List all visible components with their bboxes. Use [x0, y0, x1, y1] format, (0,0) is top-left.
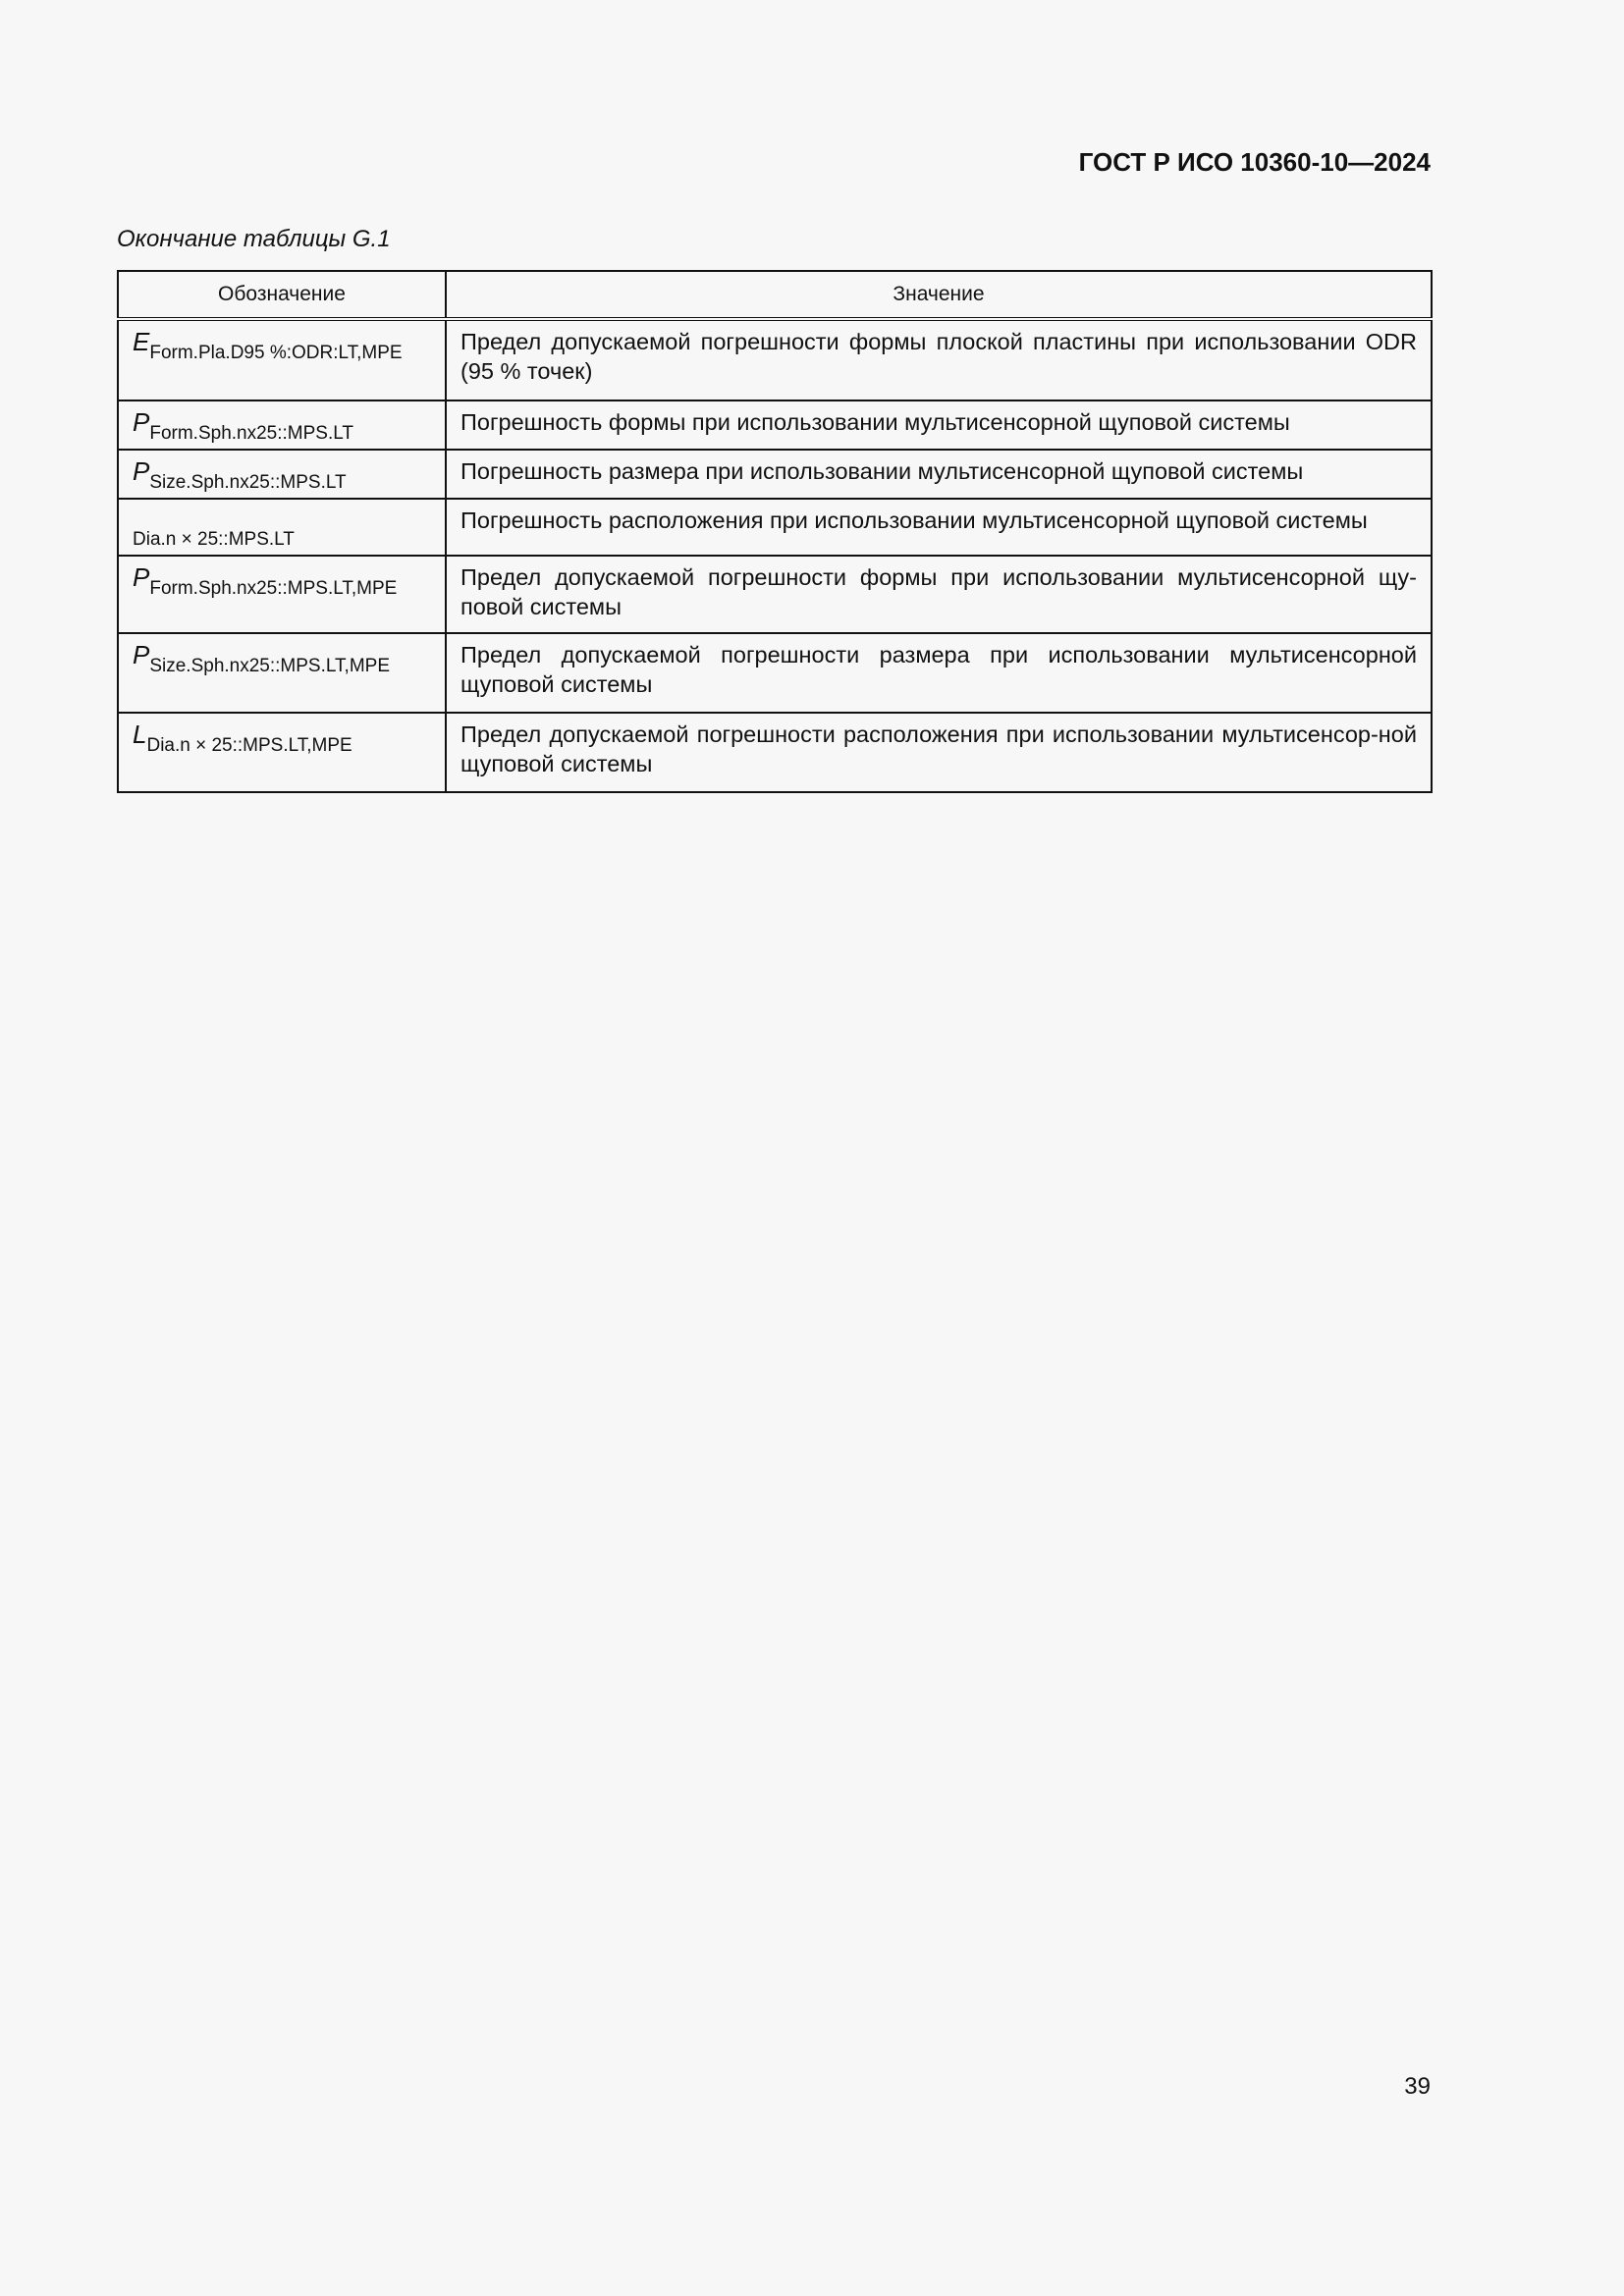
table-row [118, 450, 1432, 499]
table-row [118, 713, 1432, 792]
value-cell: Предел допускаемой погрешности формы при использовании мультисенсорной щу-повой системы [446, 556, 1432, 633]
designations-table [117, 270, 1433, 793]
symbol-subscript: Dia.n × 25::MPS.LT,MPE [146, 735, 352, 756]
table-row [118, 633, 1432, 713]
symbol-cell [118, 400, 446, 450]
page-number: 39 [1404, 2073, 1431, 2100]
symbol-cell [118, 713, 446, 792]
table-header-row [118, 271, 1432, 319]
value-cell: Предел допускаемой погрешности размера при использовании мультисенсорной щуповой системы [446, 633, 1432, 713]
symbol-subscript: Form.Sph.nx25::MPS.LT [149, 423, 354, 444]
symbol-main: P [133, 456, 150, 486]
column-header-value: Значение [446, 271, 1432, 319]
symbol-subscript: Form.Pla.D95 %:ODR:LT,MPE [149, 343, 403, 363]
symbol-subscript: Size.Sph.nx25::MPS.LT [149, 472, 347, 493]
value-cell: Предел допускаемой погрешности формы плоской пластины при использовании ODR (95 % точек) [446, 319, 1432, 400]
symbol-main: P [133, 640, 150, 669]
table-caption: Окончание таблицы G.1 [117, 226, 391, 252]
symbol-cell [118, 556, 446, 633]
symbol-main: L [133, 720, 147, 749]
symbol-cell [118, 450, 446, 499]
symbol-subscript: Size.Sph.nx25::MPS.LT,MPE [149, 656, 390, 676]
column-header-symbol: Обозначение [118, 271, 446, 319]
table-row [118, 400, 1432, 450]
value-cell: Погрешность формы при использовании мультисенсорной щуповой системы [446, 400, 1432, 450]
symbol-cell [118, 319, 446, 400]
symbol-main: P [133, 562, 150, 592]
symbol-main: P [133, 407, 150, 437]
table-row [118, 499, 1432, 556]
table-row [118, 319, 1432, 400]
value-cell: Погрешность расположения при использовании мультисенсорной щуповой системы [446, 499, 1432, 556]
symbol-cell [118, 499, 446, 556]
value-cell: Погрешность размера при использовании мультисенсорной щуповой системы [446, 450, 1432, 499]
symbol-subscript: Form.Sph.nx25::MPS.LT,MPE [149, 578, 398, 599]
table-row [118, 556, 1432, 633]
symbol-subscript: Dia.n × 25::MPS.LT [133, 529, 295, 550]
value-cell: Предел допускаемой погрешности расположения при использовании мультисенсор-ной щуповой системы [446, 713, 1432, 792]
symbol-cell [118, 633, 446, 713]
symbol-main: E [133, 327, 150, 356]
document-id: ГОСТ Р ИСО 10360-10—2024 [1078, 147, 1431, 177]
